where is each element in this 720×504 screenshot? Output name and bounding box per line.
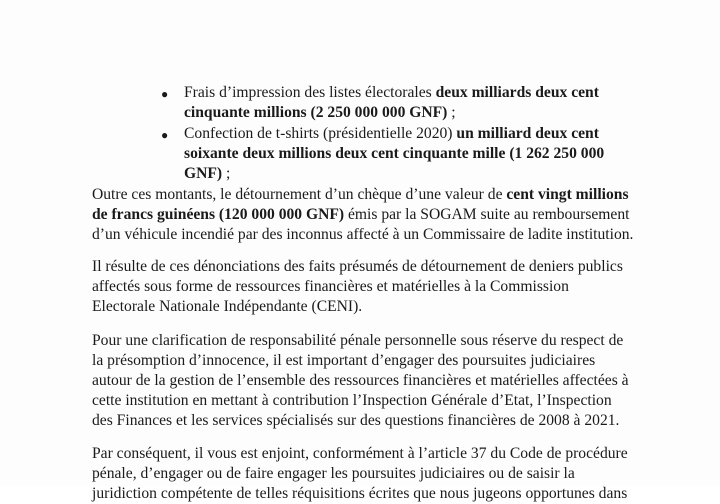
para2-line-3: Electorale Nationale Indépendante (CENI). [92, 298, 363, 315]
para1-amount-words: cent vingt millions [506, 186, 629, 203]
bullet-1-end: ; [447, 104, 456, 121]
para1-text-cont: émis par la SOGAM suite au remboursement [344, 206, 630, 223]
para1-line-1 [92, 185, 629, 205]
para3-line-2: la présomption d’innocence, il est important d’engager des poursuites judiciaires [92, 352, 596, 369]
bullet-item-2-line-2: soixante deux millions deux cent cinquante mille (1 262 250 000 [184, 145, 605, 162]
para3-line-4: cette institution en mettant à contribution l’Inspection Générale d’Etat, l’Inspection [92, 392, 612, 409]
para3-line-5: des Finances et les services spécialisés sur des questions financières de 2008 à 2021. [92, 412, 620, 429]
bullet-2-end: ; [222, 165, 231, 182]
bullet-item-1-line-1 [184, 83, 599, 103]
bullet-1-amount: cinquante millions (2 250 000 000 GNF) [184, 104, 448, 121]
para1-line-2 [92, 205, 630, 225]
bullet-dot-icon: ● [161, 128, 169, 142]
para2-line-1: Il résulte de ces dénonciations des faits présumés de détournement de deniers publics [92, 258, 623, 275]
bullet-item-2-line-1 [184, 124, 599, 144]
para1-text: Outre ces montants, le détournement d’un chèque d’une valeur de [92, 186, 507, 203]
bullet-item-2-line-3 [184, 164, 230, 184]
para4-line-2: pénale, d’engager ou de faire engager les poursuites judiciaires ou de saisir la [92, 465, 575, 482]
para4-line-1: Par conséquent, il vous est enjoint, conformément à l’article 37 du Code de procédure [92, 445, 628, 462]
para1-line-3: d’un véhicule incendié par des inconnus affecté à un Commissaire de ladite institution. [92, 226, 634, 243]
para3-line-1: Pour une clarification de responsabilité pénale personnelle sous réserve du respect de [92, 332, 624, 349]
para4-line-3: juridiction compétente de telles réquisitions écrites que nous jugeons opportunes dans [92, 485, 628, 502]
para3-line-3: autour de la gestion de l’ensemble des ressources financières et matérielles affectées à [92, 372, 629, 389]
bullet-2-text: Confection de t-shirts (présidentielle 2020) [184, 125, 457, 142]
bullet-item-1-line-2 [184, 103, 456, 123]
bullet-2-amount-words: un milliard deux cent [456, 125, 599, 142]
bullet-dot-icon: ● [161, 87, 169, 101]
para2-line-2: affectés sous forme de ressources financières et matérielles à la Commission [92, 278, 569, 295]
para1-amount: de francs guinéens (120 000 000 GNF) [92, 206, 345, 223]
bullet-1-amount-words: deux milliards deux cent [435, 84, 599, 101]
bullet-1-text: Frais d’impression des listes électorales [184, 84, 436, 101]
bullet-2-amount: GNF) [184, 165, 223, 182]
